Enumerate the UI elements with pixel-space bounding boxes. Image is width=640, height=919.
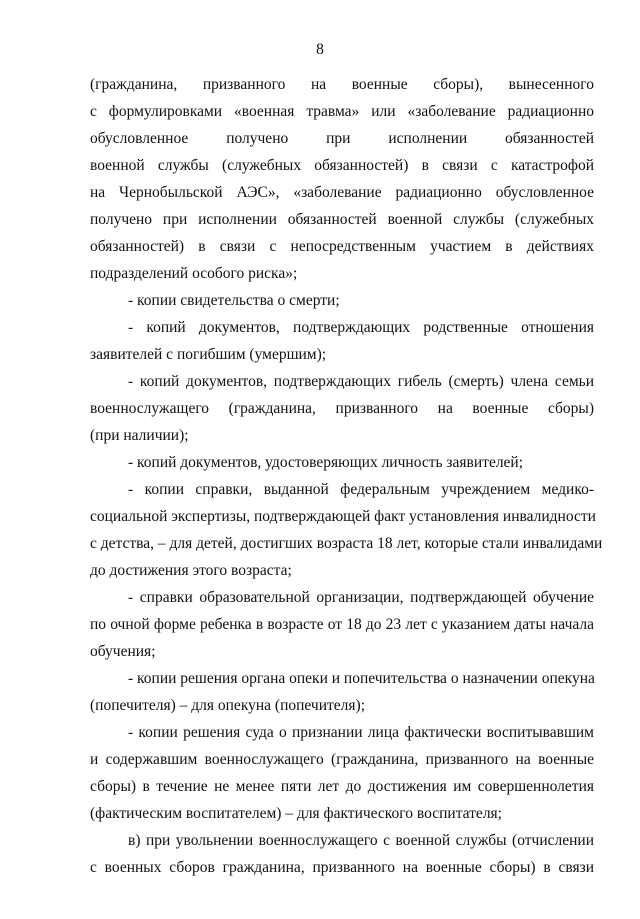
text-line: (фактическим воспитателем) – для фактического воспитателя; <box>90 805 502 822</box>
text-line: сборы) в течение не менее пяти лет до достижения им совершеннолетия <box>90 778 594 795</box>
list-item-education-certificate <box>90 584 594 665</box>
text-line: обучения; <box>90 643 156 660</box>
list-item-disability-certificate <box>90 476 603 584</box>
document-body <box>90 71 603 881</box>
text-line: - копий документов, подтверждающих родственные отношения <box>128 319 594 336</box>
list-item-kinship-documents <box>90 314 594 368</box>
text-line: - копии решения органа опеки и попечительства о назначении опекуна <box>128 670 595 687</box>
text-line: в) при увольнении военнослужащего с военной службы (отчислении <box>128 832 594 849</box>
text-line: с детства, – для детей, достигших возраста 18 лет, которые стали инвалидами <box>90 535 603 552</box>
text-line: - копий документов, удостоверяющих личность заявителей; <box>128 454 524 471</box>
text-line: обязанностей) в связи с непосредственным участием в действиях <box>90 238 594 255</box>
text-line: подразделений особого риска»; <box>90 265 298 282</box>
text-line: обусловленное получено при исполнении обязанностей <box>90 130 594 147</box>
text-line: и содержавшим военнослужащего (гражданина, призванного на военные <box>90 751 594 768</box>
page-number: 8 <box>316 41 324 58</box>
list-item-death-certificate <box>90 287 594 314</box>
list-item-identity-documents <box>90 449 594 476</box>
text-line: на Чернобыльской АЭС», «заболевание радиационно обусловленное <box>90 184 594 201</box>
subparagraph-v <box>90 827 594 881</box>
text-line: - копии решения суда о признании лица фактически воспитывавшим <box>128 724 594 741</box>
text-line: (попечителя) – для опекуна (попечителя); <box>90 697 365 714</box>
text-line: (гражданина, призванного на военные сборы), вынесенного <box>90 76 594 93</box>
list-item-guardianship-decision <box>90 665 594 719</box>
paragraph-continuation <box>90 71 594 287</box>
text-line: - копий документов, подтверждающих гибель (смерть) члена семьи <box>128 373 594 390</box>
text-line: по очной форме ребенка в возрасте от 18 до 23 лет с указанием даты начала <box>90 616 594 633</box>
text-line: с формулировками «военная травма» или «заболевание радиационно <box>90 103 594 120</box>
text-line: социальной экспертизы, подтверждающей факт установления инвалидности <box>90 508 596 525</box>
text-line: - копии свидетельства о смерти; <box>128 292 340 309</box>
text-line: - справки образовательной организации, подтверждающей обучение <box>128 589 594 606</box>
text-line: заявителей с погибшим (умершим); <box>90 346 327 363</box>
text-line: военнослужащего (гражданина, призванного на военные сборы) <box>90 400 594 417</box>
list-item-court-decision <box>90 719 594 827</box>
text-line: до достижения этого возраста; <box>90 562 292 579</box>
text-line: - копии справки, выданной федеральным учреждением медико- <box>128 481 594 498</box>
text-line: с военных сборов гражданина, призванного на военные сборы) в связи <box>90 859 594 876</box>
text-line: получено при исполнении обязанностей военной службы (служебных <box>90 211 594 228</box>
text-line: военной службы (служебных обязанностей) в связи с катастрофой <box>90 157 594 174</box>
text-line: (при наличии); <box>90 427 189 444</box>
list-item-death-documents <box>90 368 594 449</box>
